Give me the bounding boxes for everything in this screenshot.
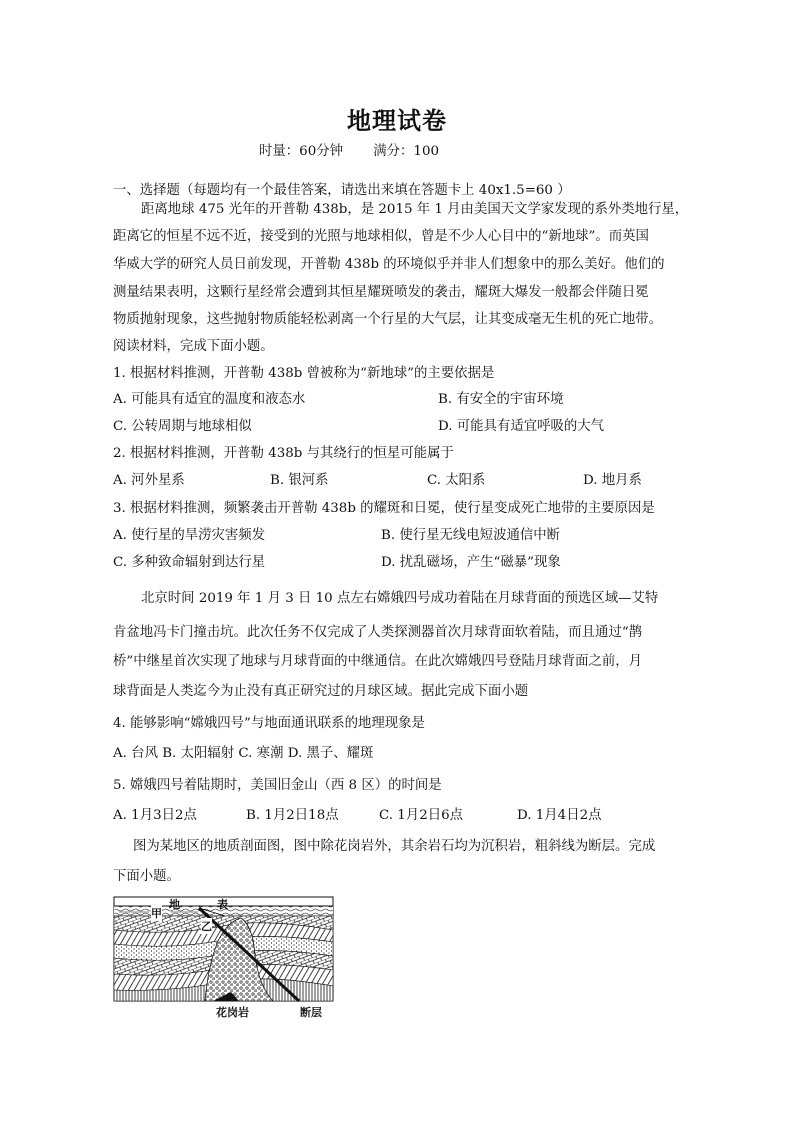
passage-line: 下面小题。 (113, 869, 180, 884)
option-b: B. 使行星无线电短波通信中断 (381, 528, 561, 543)
option-d: D. 1月4日2点 (517, 808, 602, 823)
exam-score: 满分：100 (373, 144, 439, 159)
label-jia: 甲 (151, 907, 162, 920)
passage-line: 阅读材料，完成下面小题。 (113, 339, 274, 354)
option-a: A. 使行星的旱涝灾害频发 (113, 528, 266, 543)
question-stem: 2. 根据材料推测，开普勒 438b 与其绕行的恒星可能属于 (113, 446, 454, 461)
option-c: C. 公转周期与地球相似 (113, 419, 252, 434)
passage-line: 距离地球 475 光年的开普勒 438b，是 2015 年 1 月由美国天文学家发现的系外类地行星， (141, 202, 689, 217)
option-c: C. 多种致命辐射到达行星 (113, 555, 266, 570)
option-a: A. 河外星系 (113, 473, 185, 488)
passage-line: 距离它的恒星不远不近，接受到的光照与地球相似，曾是不少人心目中的“新地球”。而英国 (113, 229, 649, 244)
passage-line: 球背面是人类迄今为止没有真正研究过的月球区域。据此完成下面小题 (113, 684, 529, 699)
option-b: B. 1月2日18点 (246, 808, 339, 823)
section-heading: 一、选择题（每题均有一个最佳答案，请选出来填在答题卡上 40x1.5=60 ） (113, 183, 571, 198)
options-row: A. 台风 B. 太阳辐射 C. 寒潮 D. 黑子、耀斑 (113, 746, 374, 761)
option-c: C. 太阳系 (427, 473, 486, 488)
option-d: D. 可能具有适宜呼吸的大气 (438, 419, 605, 434)
passage-line: 物质抛射现象，这些抛射物质能轻松剥离一个行星的大气层，让其变成毫无生机的死亡地带。 (113, 312, 663, 327)
question-stem: 1. 根据材料推测，开普勒 438b 曾被称为“新地球”的主要依据是 (113, 366, 495, 381)
geologic-section-drawing (113, 896, 334, 1020)
option-a: A. 可能具有适宜的温度和液态水 (113, 392, 306, 407)
label-granite: 花岗岩 (216, 1006, 249, 1019)
label-surface-1: 地 (169, 898, 180, 911)
geologic-section-figure (113, 896, 334, 1020)
exam-time: 时量：60分钟 (259, 144, 343, 159)
passage-line: 华威大学的研究人员日前发现，开普勒 438b 的环境似乎并非人们想象中的那么美好。他们的 (113, 257, 665, 272)
passage-line: 测量结果表明，这颗行星经常会遭到其恒星耀斑喷发的袭击，耀斑大爆发一般都会伴随日冕 (113, 285, 649, 300)
question-stem: 3. 根据材料推测，频繁袭击开普勒 438b 的耀斑和日冕，使行星变成死亡地带的主要原因是 (113, 501, 655, 516)
question-stem: 5. 嫦娥四号着陆期时，美国旧金山（西 8 区）的时间是 (113, 778, 442, 793)
passage-line: 肯盆地冯卡门撞击坑。此次任务不仅完成了人类探测器首次月球背面软着陆，而且通过“鹊 (113, 625, 643, 640)
option-d: D. 地月系 (583, 473, 642, 488)
passage-line: 图为某地区的地质剖面图，图中除花岗岩外，其余岩石均为沉积岩，粗斜线为断层。完成 (133, 839, 656, 854)
passage-line: 北京时间 2019 年 1 月 3 日 10 点左右嫦娥四号成功着陆在月球背面的预选区域—艾特 (141, 591, 659, 606)
option-d: D. 扰乱磁场，产生“磁暴”现象 (381, 555, 561, 570)
option-a: A. 1月3日2点 (113, 808, 197, 823)
option-b: B. 有安全的宇宙环境 (438, 392, 564, 407)
option-c: C. 1月2日6点 (379, 808, 464, 823)
passage-line: 桥”中继星首次实现了地球与月球背面的中继通信。在此次嫦娥四号登陆月球背面之前，月 (113, 654, 643, 669)
label-surface-2: 表 (217, 898, 228, 911)
label-yi: 乙 (201, 920, 212, 933)
question-stem: 4. 能够影响“嫦娥四号”与地面通讯联系的地理现象是 (113, 716, 425, 731)
label-fault: 断层 (300, 1006, 322, 1019)
page-title: 地理试卷 (347, 106, 447, 135)
option-b: B. 银河系 (270, 473, 329, 488)
exam-meta (259, 140, 465, 159)
